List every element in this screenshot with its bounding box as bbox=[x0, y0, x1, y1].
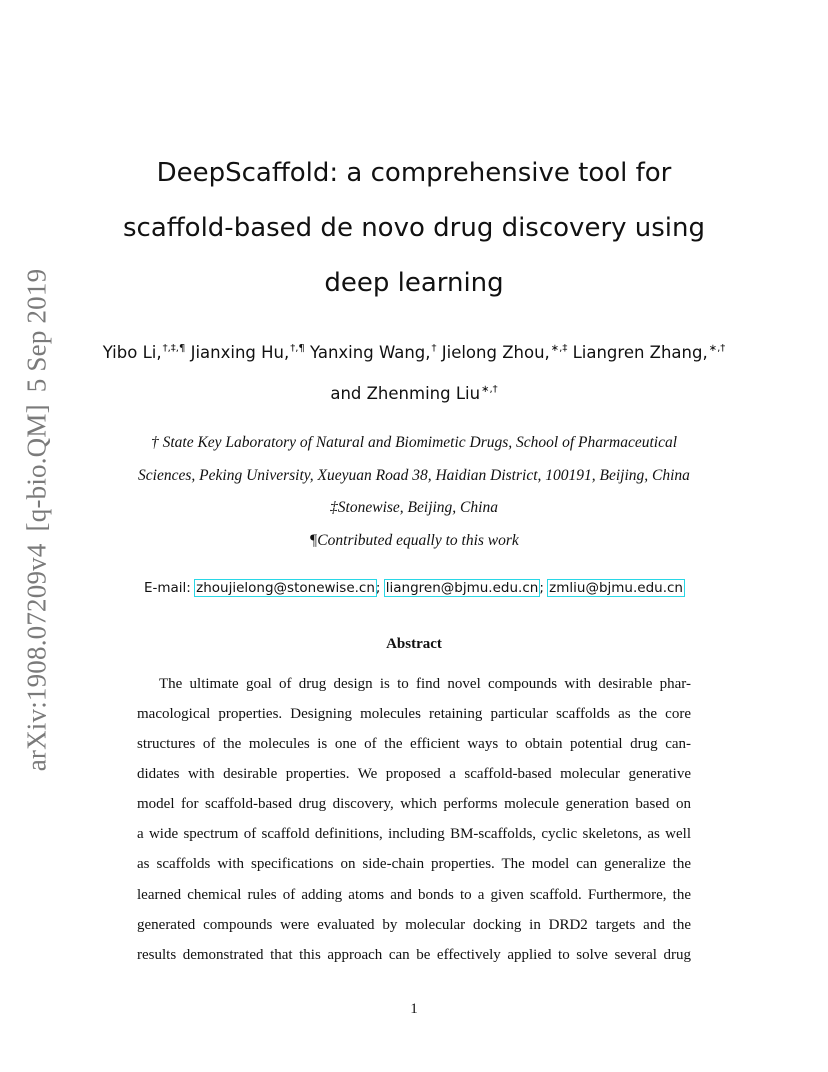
abstract-line: didates with desirable properties. We proposed a scaffold-based molecular generative bbox=[137, 766, 691, 782]
affiliation-line-4: ¶Contributed equally to this work bbox=[309, 532, 519, 549]
abstract-line: results demonstrated that this approach can be effectively applied to solve several drug bbox=[137, 947, 691, 963]
abstract-line: learned chemical rules of adding atoms and bonds to a given scaffold. Furthermore, the bbox=[137, 887, 691, 903]
affiliation-line-3: ‡Stonewise, Beijing, China bbox=[330, 499, 498, 516]
author-name: Yibo Li, bbox=[102, 343, 162, 362]
author-affiliation-marks: ∗,‡ bbox=[550, 343, 568, 354]
author-name: Yanxing Wang, bbox=[310, 343, 431, 362]
author-list-line-1 bbox=[80, 343, 748, 362]
arxiv-category: [q-bio.QM] bbox=[21, 404, 52, 532]
email-link-1[interactable]: zhoujielong@stonewise.cn bbox=[196, 580, 375, 596]
author-name: Jielong Zhou, bbox=[441, 343, 550, 362]
author-name: Liangren Zhang, bbox=[572, 343, 708, 362]
author-list-line-2 bbox=[80, 384, 748, 403]
author-affiliation-marks: †,‡,¶ bbox=[162, 343, 186, 354]
email-line bbox=[80, 580, 748, 596]
email-label: E-mail: bbox=[143, 580, 191, 596]
title-line-3: deep learning bbox=[324, 268, 504, 298]
affiliation-line-2: Sciences, Peking University, Xueyuan Road 38, Haidian District, 100191, Beijing, China bbox=[138, 467, 690, 484]
abstract-line: model for scaffold-based drug discovery, which performs molecule generation based on bbox=[137, 796, 691, 812]
author-affiliation-marks: † bbox=[431, 343, 437, 354]
abstract-line: structures of the molecules is one of the efficient ways to obtain potential drug can- bbox=[137, 736, 691, 752]
author-affiliation-marks: †,¶ bbox=[290, 343, 305, 354]
author-affiliation-marks: ∗,† bbox=[481, 384, 498, 395]
arxiv-date: 5 Sep 2019 bbox=[21, 268, 52, 393]
email-link-3[interactable]: zmliu@bjmu.edu.cn bbox=[549, 580, 683, 596]
author-name: Jianxing Hu, bbox=[190, 343, 290, 362]
abstract-line: The ultimate goal of drug design is to find novel compounds with desirable phar- bbox=[159, 676, 691, 692]
page-number: 1 bbox=[410, 1001, 418, 1017]
author-name: and Zhenming Liu bbox=[330, 384, 481, 403]
email-separator: ; bbox=[539, 580, 544, 596]
abstract-line: a wide spectrum of scaffold definitions, including BM-scaffolds, cyclic skeletons, as well bbox=[137, 826, 691, 842]
title-line-1: DeepScaffold: a comprehensive tool for bbox=[156, 158, 672, 188]
abstract-line: as scaffolds with specifications on side-chain properties. The model can generalize the bbox=[137, 856, 691, 872]
author-affiliation-marks: ∗,† bbox=[708, 343, 726, 354]
email-separator: ; bbox=[375, 580, 381, 596]
title-line-2: scaffold-based de novo drug discovery using bbox=[122, 213, 706, 243]
arxiv-identifier-stamp bbox=[22, 263, 53, 778]
abstract-heading: Abstract bbox=[386, 636, 442, 652]
abstract-line: generated compounds were evaluated by molecular docking in DRD2 targets and the bbox=[137, 917, 691, 933]
email-link-2[interactable]: liangren@bjmu.edu.cn bbox=[385, 580, 539, 596]
arxiv-id: arXiv:1908.07209v4 bbox=[21, 543, 52, 772]
abstract-line: macological properties. Designing molecules retaining particular scaffolds as the core bbox=[137, 706, 691, 722]
affiliation-line-1: † State Key Laboratory of Natural and Biomimetic Drugs, School of Pharmaceutical bbox=[150, 434, 678, 451]
